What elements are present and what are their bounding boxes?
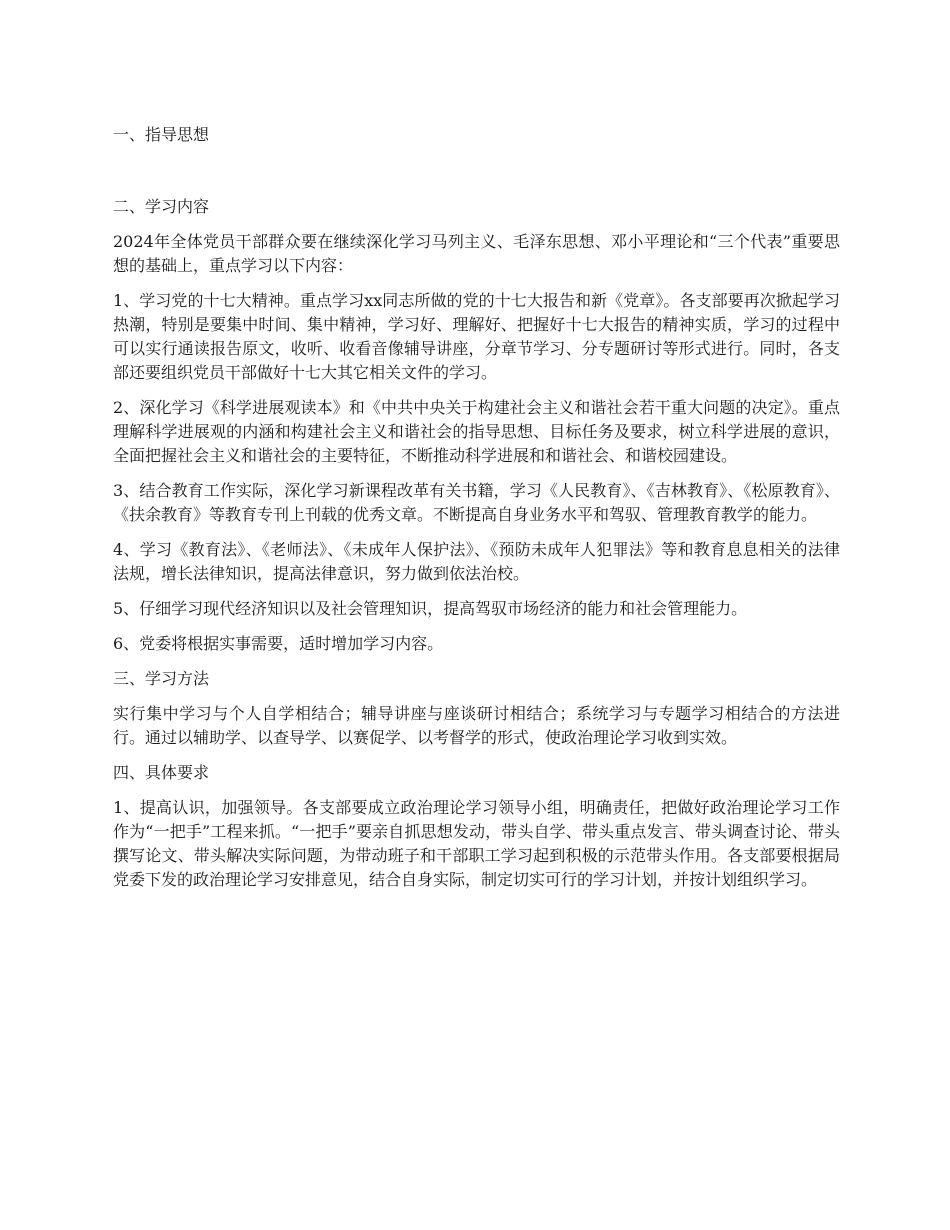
study-item-4: 4、学习《教育法》、《老师法》、《未成年人保护法》、《预防未成年人犯罪法》等和教育息息相关的法律法规，增长法律知识，提高法律意识，努力做到依法治校。 [113, 540, 840, 583]
section-heading-study-content: 二、学习内容 [113, 197, 210, 216]
document-page [113, 123, 840, 892]
study-item-1: 1、学习党的十七大精神。重点学习xx同志所做的党的十七大报告和新《党章》。各支部要再次掀起学习热潮，特别是要集中时间、集中精神，学习好、理解好、把握好十七大报告的精神实质，学习的过程中可以实行通读报告原文，收听、收看音像辅导讲座，分章节学习、分专题研讨等形式进行。同时，各支部还要组织党员干部做好十七大其它相关文件的学习。 [113, 291, 840, 382]
section-heading-requirements: 四、具体要求 [113, 763, 210, 782]
study-item-2: 2、深化学习《科学进展观读本》和《中共中央关于构建社会主义和谐社会若干重大问题的决定》。重点理解科学进展观的内涵和构建社会主义和谐社会的指导思想、目标任务及要求，树立科学进展的意识，全面把握社会主义和谐社会的主要特征，不断推动科学进展和和谐社会、和谐校园建设。 [113, 398, 840, 465]
study-method-text: 实行集中学习与个人自学相结合；辅导讲座与座谈研讨相结合；系统学习与专题学习相结合的方法进行。通过以辅助学、以查导学、以赛促学、以考督学的形式，使政治理论学习收到实效。 [113, 704, 840, 747]
section-heading-study-method: 三、学习方法 [113, 669, 210, 688]
study-item-6: 6、党委将根据实事需要，适时增加学习内容。 [113, 634, 444, 653]
study-item-3: 3、结合教育工作实际，深化学习新课程改革有关书籍，学习《人民教育》、《吉林教育》、《松原教育》、《扶余教育》等教育专刊上刊载的优秀文章。不断提高自身业务水平和驾驭、管理教育教学的能力。 [113, 481, 840, 524]
requirement-item-1: 1、提高认识，加强领导。各支部要成立政治理论学习领导小组，明确责任，把做好政治理论学习工作作为“一把手”工程来抓。“一把手”要亲自抓思想发动，带头自学、带头重点发言、带头调查讨论、带头撰写论文、带头解决实际问题，为带动班子和干部职工学习起到积极的示范带头作用。各支部要根据局党委下发的政治理论学习安排意见，结合自身实际，制定切实可行的学习计划，并按计划组织学习。 [113, 798, 840, 889]
section-heading-guiding-ideology: 一、指导思想 [113, 125, 210, 144]
study-item-5: 5、仔细学习现代经济知识以及社会管理知识，提高驾驭市场经济的能力和社会管理能力。 [113, 599, 748, 618]
study-content-intro: 2024年全体党员干部群众要在继续深化学习马列主义、毛泽东思想、邓小平理论和“三个代表”重要思想的基础上，重点学习以下内容： [113, 232, 840, 275]
